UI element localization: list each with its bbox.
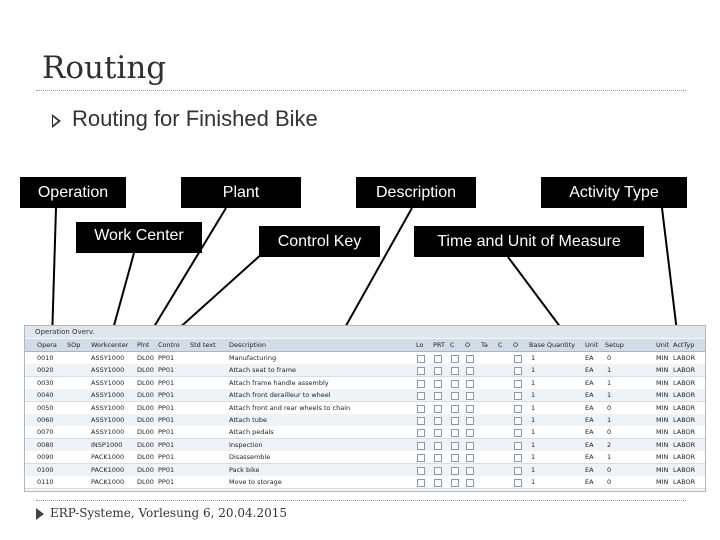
cell-setup-unit[interactable]: MIN: [656, 478, 669, 486]
label-description: Description: [356, 177, 476, 208]
arrow-description: [338, 208, 412, 340]
cell-operation[interactable]: 0080: [37, 440, 54, 449]
cell-setup-unit[interactable]: MIN: [656, 403, 669, 412]
col-c2[interactable]: C: [498, 341, 503, 349]
cell-operation[interactable]: 0070: [37, 428, 54, 437]
row-checkbox[interactable]: [451, 442, 459, 450]
row-checkbox[interactable]: [451, 417, 459, 425]
cell-setup-unit[interactable]: MIN: [656, 453, 669, 462]
row-checkbox[interactable]: [466, 405, 474, 413]
col-ta[interactable]: Ta: [481, 341, 488, 349]
cell-setup-unit[interactable]: MIN: [656, 366, 669, 375]
row-checkbox[interactable]: [451, 367, 459, 375]
cell-workcenter[interactable]: ASSY1000: [91, 378, 125, 387]
col-description[interactable]: Description: [229, 341, 267, 349]
grid-title: Operation Overv.: [25, 326, 705, 338]
cell-setup[interactable]: 0: [607, 465, 612, 474]
cell-unit[interactable]: EA: [585, 354, 594, 362]
cell-workcenter[interactable]: ASSY1000: [91, 391, 125, 400]
label-plant: Plant: [181, 177, 301, 208]
row-checkbox[interactable]: [514, 479, 522, 487]
cell-setup[interactable]: 0: [607, 478, 612, 486]
table-row[interactable]: [25, 476, 705, 489]
row-checkbox[interactable]: [434, 367, 442, 375]
cell-activity-type[interactable]: LABOR: [673, 416, 696, 424]
cell-description[interactable]: Pack bike: [229, 465, 260, 474]
cell-description[interactable]: Attach front derailleur to wheel: [229, 391, 331, 400]
label-work-center: Work Center: [76, 222, 202, 253]
cell-setup-unit[interactable]: MIN: [656, 416, 669, 424]
cell-unit[interactable]: EA: [585, 391, 594, 400]
cell-control-key[interactable]: PP01: [158, 453, 175, 462]
cell-description[interactable]: Disassemble: [229, 453, 271, 462]
cell-unit[interactable]: EA: [585, 403, 594, 412]
cell-base-quantity[interactable]: 1: [531, 440, 536, 449]
row-checkbox[interactable]: [417, 454, 425, 462]
row-checkbox[interactable]: [434, 405, 442, 413]
cell-description[interactable]: Move to storage: [229, 478, 282, 486]
cell-plant[interactable]: DL00: [137, 354, 154, 362]
row-checkbox[interactable]: [466, 380, 474, 388]
cell-activity-type[interactable]: LABOR: [673, 478, 696, 486]
cell-operation[interactable]: 0040: [37, 391, 54, 400]
row-checkbox[interactable]: [514, 417, 522, 425]
operation-overview-grid: [24, 325, 706, 492]
row-checkbox[interactable]: [514, 467, 522, 475]
cell-base-quantity[interactable]: 1: [531, 478, 536, 486]
cell-setup[interactable]: 1: [607, 378, 612, 387]
cell-plant[interactable]: DL00: [137, 440, 154, 449]
col-sub-operation[interactable]: SOp: [67, 341, 81, 349]
cell-activity-type[interactable]: LABOR: [673, 391, 696, 400]
table-row[interactable]: [25, 402, 705, 415]
row-checkbox[interactable]: [417, 429, 425, 437]
row-checkbox[interactable]: [514, 367, 522, 375]
row-checkbox[interactable]: [451, 405, 459, 413]
cell-setup-unit[interactable]: MIN: [656, 428, 669, 437]
cell-control-key[interactable]: PP01: [158, 366, 175, 375]
row-checkbox[interactable]: [417, 479, 425, 487]
cell-setup-unit[interactable]: MIN: [656, 440, 669, 449]
row-checkbox[interactable]: [451, 355, 459, 363]
cell-plant[interactable]: DL00: [137, 391, 154, 400]
cell-description[interactable]: Attach pedals: [229, 428, 274, 437]
row-checkbox[interactable]: [451, 380, 459, 388]
cell-plant[interactable]: DL00: [137, 378, 154, 387]
cell-setup[interactable]: 1: [607, 453, 612, 462]
cell-setup-unit[interactable]: MIN: [656, 354, 669, 362]
row-checkbox[interactable]: [451, 429, 459, 437]
cell-base-quantity[interactable]: 1: [531, 391, 536, 400]
cell-workcenter[interactable]: ASSY1000: [91, 354, 125, 362]
cell-base-quantity[interactable]: 1: [531, 354, 536, 362]
label-activity-type: Activity Type: [541, 177, 687, 208]
col-setup[interactable]: Setup: [605, 341, 624, 349]
cell-description[interactable]: Attach frame handle assembly: [229, 378, 329, 387]
cell-activity-type[interactable]: LABOR: [673, 428, 696, 437]
row-checkbox[interactable]: [417, 417, 425, 425]
row-checkbox[interactable]: [434, 392, 442, 400]
cell-activity-type[interactable]: LABOR: [673, 440, 696, 449]
cell-description[interactable]: Inspection: [229, 440, 263, 449]
cell-description[interactable]: Manufacturing: [229, 354, 277, 362]
cell-unit[interactable]: EA: [585, 428, 594, 437]
cell-plant[interactable]: DL00: [137, 478, 154, 486]
cell-control-key[interactable]: PP01: [158, 378, 175, 387]
row-checkbox[interactable]: [466, 417, 474, 425]
cell-workcenter[interactable]: INSP1000: [91, 440, 123, 449]
row-checkbox[interactable]: [434, 380, 442, 388]
row-checkbox[interactable]: [417, 367, 425, 375]
label-operation: Operation: [20, 177, 126, 208]
cell-activity-type[interactable]: LABOR: [673, 378, 696, 387]
row-checkbox[interactable]: [434, 429, 442, 437]
col-c1[interactable]: C: [450, 341, 455, 349]
cell-description[interactable]: Attach front and rear wheels to chain: [229, 403, 351, 412]
cell-workcenter[interactable]: ASSY1000: [91, 416, 125, 424]
col-std-text[interactable]: Std text: [190, 341, 216, 349]
cell-unit[interactable]: EA: [585, 378, 594, 387]
cell-setup[interactable]: 0: [607, 403, 612, 412]
cell-operation[interactable]: 0100: [37, 465, 54, 474]
row-checkbox[interactable]: [466, 467, 474, 475]
cell-base-quantity[interactable]: 1: [531, 416, 536, 424]
cell-control-key[interactable]: PP01: [158, 354, 175, 362]
cell-base-quantity[interactable]: 1: [531, 465, 536, 474]
cell-setup[interactable]: 1: [607, 416, 612, 424]
cell-activity-type[interactable]: LABOR: [673, 465, 696, 474]
cell-operation[interactable]: 0010: [37, 354, 54, 362]
cell-plant[interactable]: DL00: [137, 428, 154, 437]
cell-unit[interactable]: EA: [585, 453, 594, 462]
table-row[interactable]: [25, 414, 705, 427]
cell-control-key[interactable]: PP01: [158, 465, 175, 474]
row-checkbox[interactable]: [466, 479, 474, 487]
arrow-activity-type: [662, 208, 678, 340]
slide-subtitle: Routing for Finished Bike: [72, 106, 318, 131]
cell-setup[interactable]: 0: [607, 428, 612, 437]
table-row[interactable]: [25, 364, 705, 377]
cell-workcenter[interactable]: PACK1000: [91, 478, 125, 486]
cell-activity-type[interactable]: LABOR: [673, 453, 696, 462]
row-checkbox[interactable]: [466, 392, 474, 400]
cell-base-quantity[interactable]: 1: [531, 378, 536, 387]
footer-bullet-icon: [36, 508, 44, 520]
row-checkbox[interactable]: [417, 442, 425, 450]
col-o2[interactable]: O: [513, 341, 519, 349]
cell-workcenter[interactable]: PACK1000: [91, 453, 125, 462]
cell-control-key[interactable]: PP01: [158, 403, 175, 412]
row-checkbox[interactable]: [417, 467, 425, 475]
row-checkbox[interactable]: [514, 355, 522, 363]
row-checkbox[interactable]: [514, 405, 522, 413]
row-checkbox[interactable]: [466, 355, 474, 363]
table-row[interactable]: [25, 389, 705, 402]
cell-unit[interactable]: EA: [585, 440, 594, 449]
cell-plant[interactable]: DL00: [137, 366, 154, 375]
cell-workcenter[interactable]: ASSY1000: [91, 428, 125, 437]
col-operation[interactable]: Opera: [37, 341, 57, 349]
cell-base-quantity[interactable]: 1: [531, 403, 536, 412]
cell-unit[interactable]: EA: [585, 416, 594, 424]
cell-operation[interactable]: 0090: [37, 453, 54, 462]
col-o1[interactable]: O: [465, 341, 471, 349]
cell-description[interactable]: Attach seat to frame: [229, 366, 297, 375]
cell-setup-unit[interactable]: MIN: [656, 378, 669, 387]
row-checkbox[interactable]: [466, 429, 474, 437]
cell-base-quantity[interactable]: 1: [531, 453, 536, 462]
cell-control-key[interactable]: PP01: [158, 391, 175, 400]
col-setup-unit[interactable]: Unit: [656, 341, 670, 349]
cell-base-quantity[interactable]: 1: [531, 428, 536, 437]
col-workcenter[interactable]: Workcenter: [91, 341, 129, 349]
row-checkbox[interactable]: [434, 479, 442, 487]
table-row[interactable]: [25, 426, 705, 439]
cell-unit[interactable]: EA: [585, 366, 594, 375]
arrow-plant: [146, 208, 226, 340]
cell-control-key[interactable]: PP01: [158, 428, 175, 437]
row-checkbox[interactable]: [466, 367, 474, 375]
cell-operation[interactable]: 0060: [37, 416, 54, 424]
row-checkbox[interactable]: [514, 454, 522, 462]
table-row[interactable]: [25, 451, 705, 464]
cell-operation[interactable]: 0110: [37, 478, 54, 486]
row-checkbox[interactable]: [514, 429, 522, 437]
table-row[interactable]: [25, 439, 705, 452]
col-plant[interactable]: Plnt: [137, 341, 150, 349]
cell-setup[interactable]: 2: [607, 440, 612, 449]
col-activity-type[interactable]: ActTyp: [673, 341, 695, 349]
col-base-quantity[interactable]: Base Quantity: [529, 341, 575, 349]
cell-workcenter[interactable]: PACK1000: [91, 465, 125, 474]
row-checkbox[interactable]: [417, 380, 425, 388]
cell-unit[interactable]: EA: [585, 478, 594, 486]
label-control-key: Control Key: [259, 226, 380, 257]
col-unit[interactable]: Unit: [585, 341, 599, 349]
arrow-operation: [52, 208, 56, 340]
row-checkbox[interactable]: [514, 442, 522, 450]
grid-header-row: [25, 339, 705, 352]
cell-activity-type[interactable]: LABOR: [673, 403, 696, 412]
row-checkbox[interactable]: [434, 442, 442, 450]
cell-setup[interactable]: 1: [607, 391, 612, 400]
row-checkbox[interactable]: [451, 392, 459, 400]
cell-unit[interactable]: EA: [585, 465, 594, 474]
table-row[interactable]: [25, 464, 705, 477]
cell-plant[interactable]: DL00: [137, 453, 154, 462]
cell-plant[interactable]: DL00: [137, 416, 154, 424]
row-checkbox[interactable]: [451, 479, 459, 487]
row-checkbox[interactable]: [451, 467, 459, 475]
row-checkbox[interactable]: [417, 405, 425, 413]
cell-description[interactable]: Attach tube: [229, 416, 267, 424]
row-checkbox[interactable]: [514, 380, 522, 388]
row-checkbox[interactable]: [451, 454, 459, 462]
cell-plant[interactable]: DL00: [137, 465, 154, 474]
row-checkbox[interactable]: [466, 442, 474, 450]
col-prt[interactable]: PRT: [433, 341, 445, 349]
footer-divider: [36, 500, 686, 501]
label-time-unit: Time and Unit of Measure: [414, 226, 644, 257]
cell-setup[interactable]: 1: [607, 366, 612, 375]
cell-workcenter[interactable]: ASSY1000: [91, 403, 125, 412]
cell-control-key[interactable]: PP01: [158, 440, 175, 449]
cell-operation[interactable]: 0020: [37, 366, 54, 375]
row-checkbox[interactable]: [514, 392, 522, 400]
cell-operation[interactable]: 0030: [37, 378, 54, 387]
cell-activity-type[interactable]: LABOR: [673, 354, 696, 362]
row-checkbox[interactable]: [434, 454, 442, 462]
cell-setup-unit[interactable]: MIN: [656, 465, 669, 474]
col-lo[interactable]: Lo: [416, 341, 424, 349]
row-checkbox[interactable]: [417, 392, 425, 400]
row-checkbox[interactable]: [434, 355, 442, 363]
slide-title: Routing: [42, 50, 167, 86]
cell-activity-type[interactable]: LABOR: [673, 366, 696, 375]
row-checkbox[interactable]: [417, 355, 425, 363]
cell-control-key[interactable]: PP01: [158, 478, 175, 486]
cell-setup[interactable]: 0: [607, 354, 612, 362]
cell-operation[interactable]: 0050: [37, 403, 54, 412]
slide-footer: ERP-Systeme, Vorlesung 6, 20.04.2015: [50, 506, 288, 520]
cell-plant[interactable]: DL00: [137, 403, 154, 412]
cell-workcenter[interactable]: ASSY1000: [91, 366, 125, 375]
table-row[interactable]: [25, 377, 705, 390]
row-checkbox[interactable]: [434, 417, 442, 425]
cell-control-key[interactable]: PP01: [158, 416, 175, 424]
cell-setup-unit[interactable]: MIN: [656, 391, 669, 400]
row-checkbox[interactable]: [434, 467, 442, 475]
table-row[interactable]: [25, 352, 705, 365]
cell-base-quantity[interactable]: 1: [531, 366, 536, 375]
row-checkbox[interactable]: [466, 454, 474, 462]
col-control-key[interactable]: Contro: [158, 341, 180, 349]
